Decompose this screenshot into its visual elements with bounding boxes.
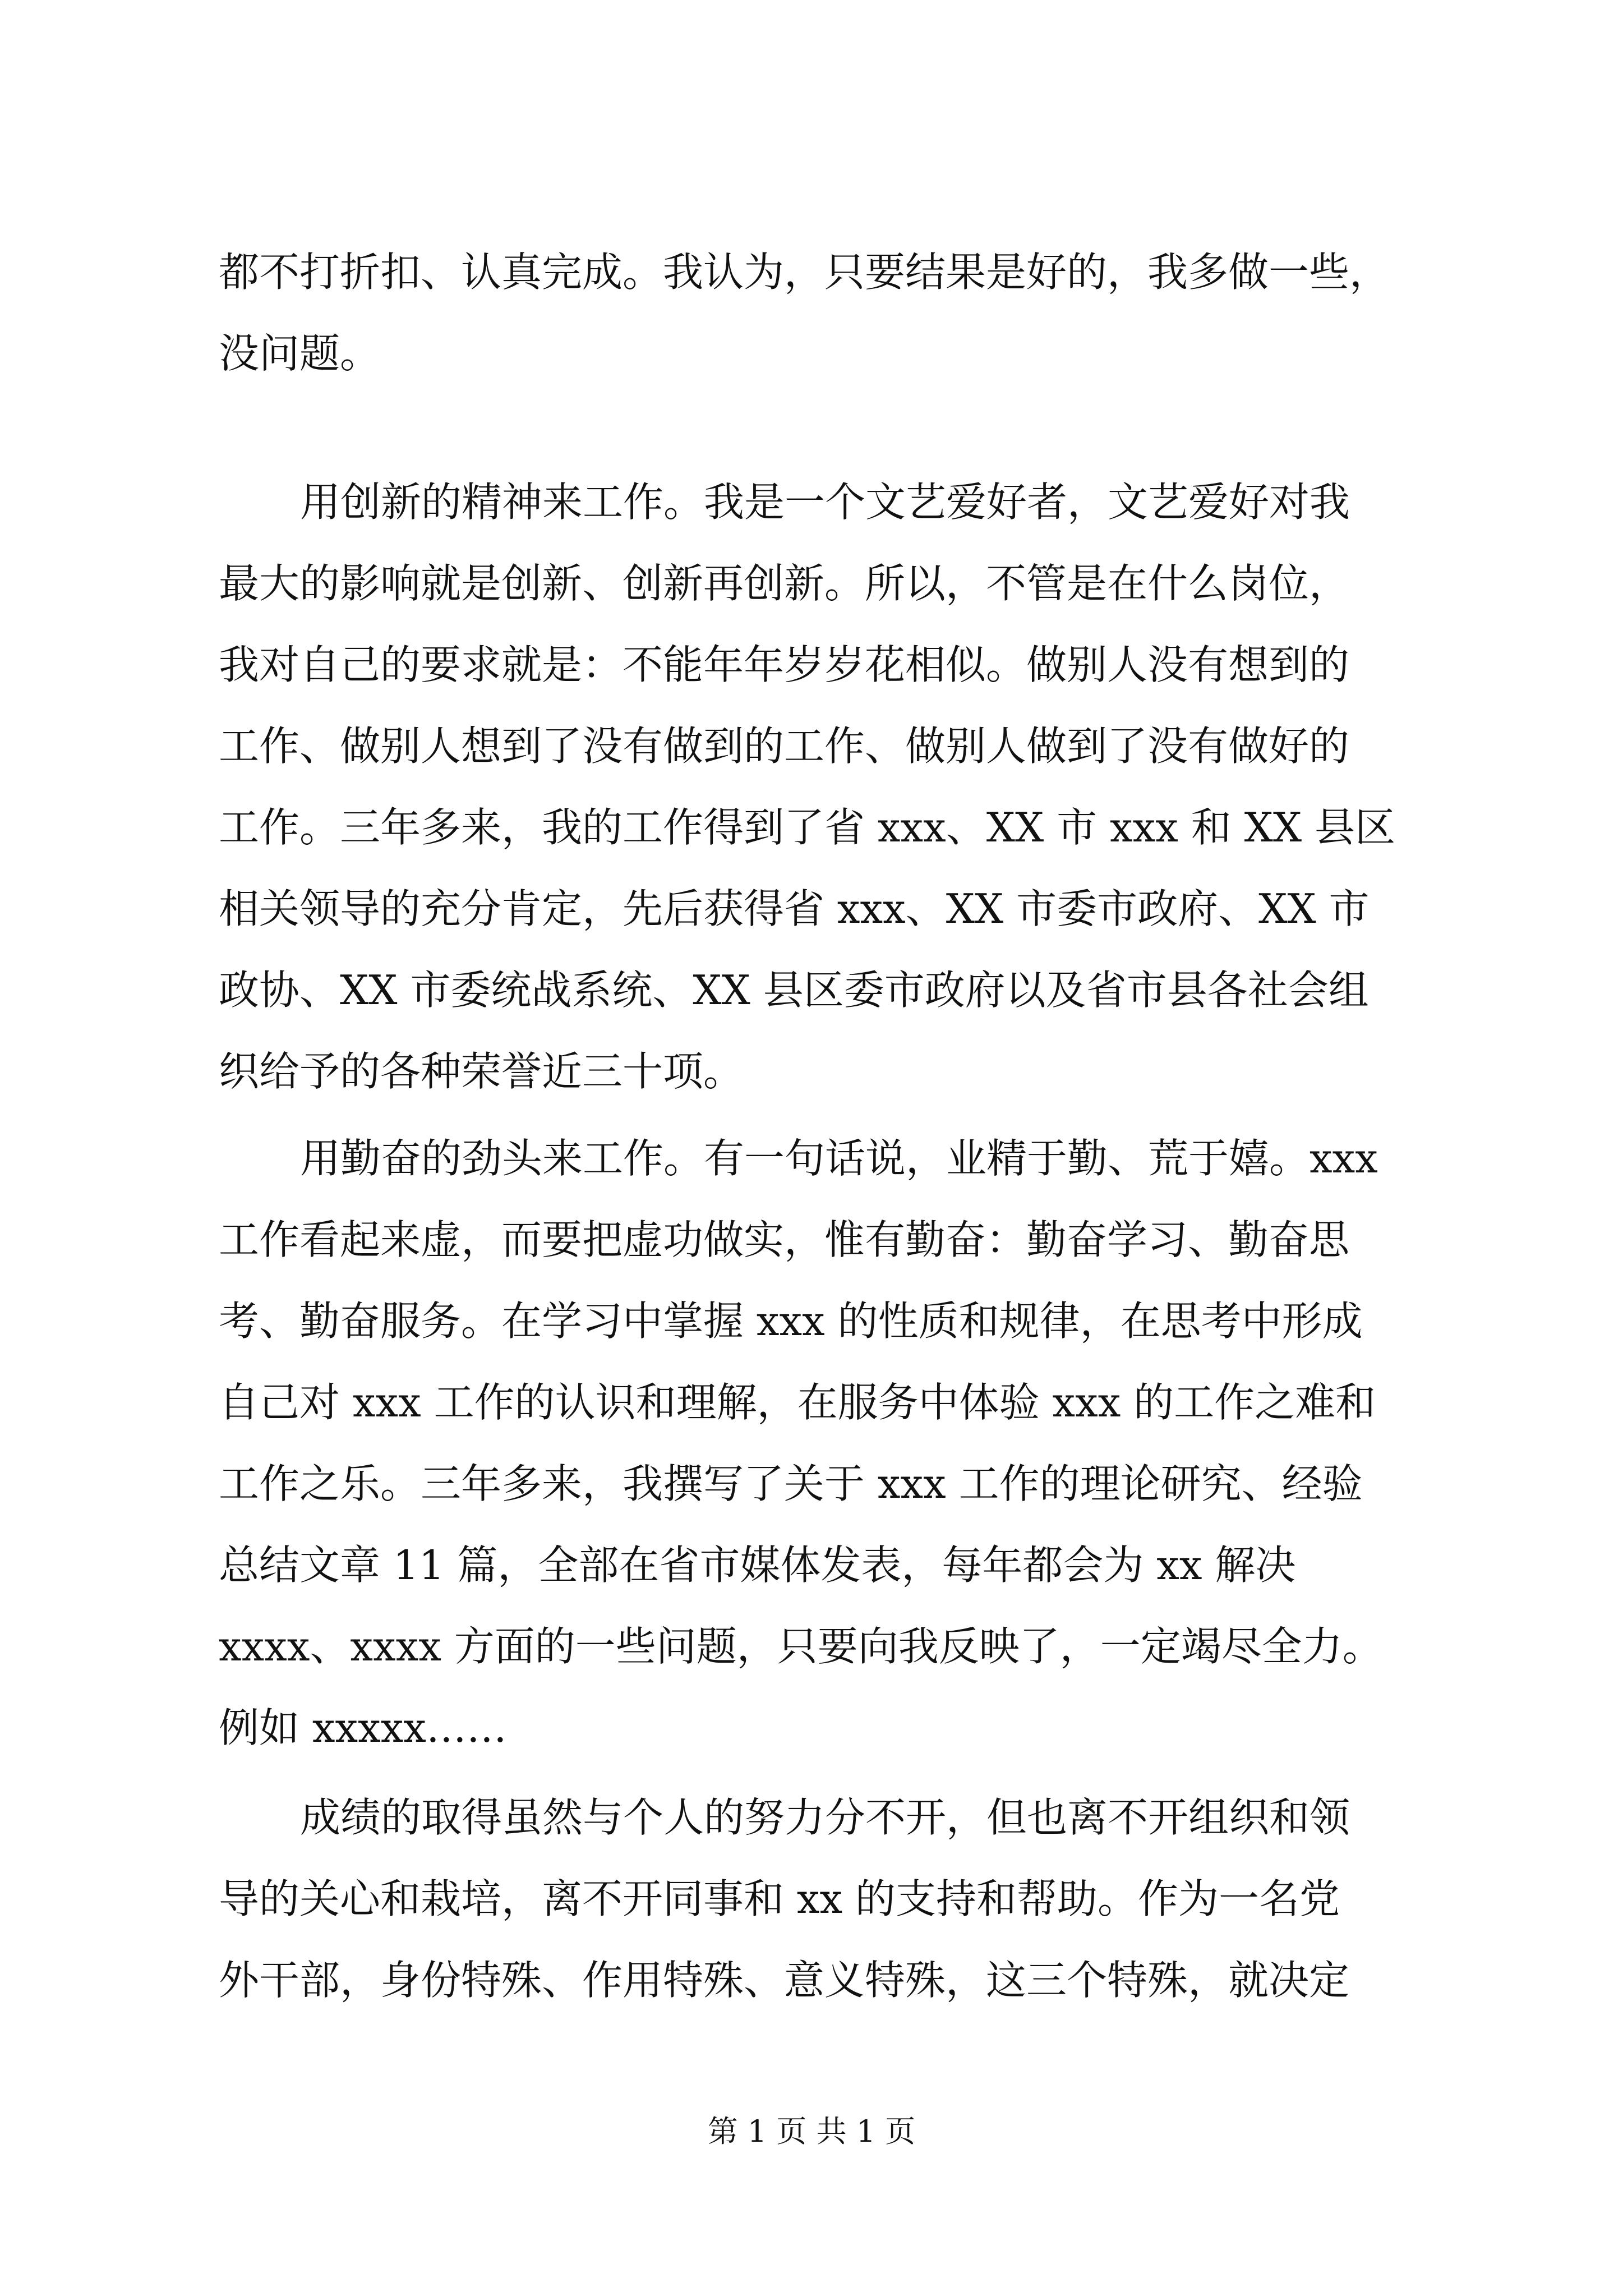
paragraph-3-line-3: 考、勤奋服务。在学习中掌握 xxx 的性质和规律，在思考中形成 <box>219 1297 1363 1345</box>
paragraph-2-line-8: 织给予的各种荣誉近三十项。 <box>219 1048 744 1095</box>
paragraph-2-line-7: 政协、XX 市委统战系统、XX 县区委市政府以及省市县各社会组 <box>219 967 1369 1014</box>
paragraph-3-line-2: 工作看起来虚，而要把虚功做实，惟有勤奋：勤奋学习、勤奋思 <box>219 1216 1350 1263</box>
paragraph-3-line-8: 例如 xxxxx…… <box>219 1704 507 1751</box>
paragraph-4-line-2: 导的关心和栽培，离不开同事和 xx 的支持和帮助。作为一名党 <box>219 1875 1340 1922</box>
paragraph-2-line-5: 工作。三年多来，我的工作得到了省 xxx、XX 市 xxx 和 XX 县区 <box>219 804 1395 851</box>
paragraph-4-line-3: 外干部，身份特殊、作用特殊、意义特殊，这三个特殊，就决定 <box>219 1957 1350 2004</box>
paragraph-3-line-5: 工作之乐。三年多来，我撰写了关于 xxx 工作的理论研究、经验 <box>219 1460 1363 1507</box>
paragraph-3-line-1: 用勤奋的劲头来工作。有一句话说，业精于勤、荒于嬉。xxx <box>300 1135 1378 1182</box>
paragraph-3-line-4: 自己对 xxx 工作的认识和理解，在服务中体验 xxx 的工作之难和 <box>219 1379 1376 1426</box>
paragraph-3-line-6: 总结文章 11 篇，全部在省市媒体发表，每年都会为 xx 解决 <box>219 1542 1296 1589</box>
paragraph-2-line-2: 最大的影响就是创新、创新再创新。所以，不管是在什么岗位， <box>219 560 1350 607</box>
paragraph-3-line-7: xxxx、xxxx 方面的一些问题，只要向我反映了，一定竭尽全力。 <box>219 1623 1383 1670</box>
paragraph-2-line-1: 用创新的精神来工作。我是一个文艺爱好者，文艺爱好对我 <box>300 478 1350 526</box>
paragraph-2-line-4: 工作、做别人想到了没有做到的工作、做别人做到了没有做好的 <box>219 723 1350 770</box>
paragraph-2-line-6: 相关领导的充分肯定，先后获得省 xxx、XX 市委市政府、XX 市 <box>219 885 1370 932</box>
paragraph-1-line-1: 都不打折扣、认真完成。我认为，只要结果是好的，我多做一些， <box>219 249 1390 296</box>
paragraph-4-line-1: 成绩的取得虽然与个人的努力分不开，但也离不开组织和领 <box>300 1794 1350 1841</box>
paragraph-1-line-2: 没问题。 <box>219 330 381 377</box>
paragraph-2-line-3: 我对自己的要求就是：不能年年岁岁花相似。做别人没有想到的 <box>219 641 1350 688</box>
page-footer: 第 1 页 共 1 页 <box>707 2114 916 2149</box>
